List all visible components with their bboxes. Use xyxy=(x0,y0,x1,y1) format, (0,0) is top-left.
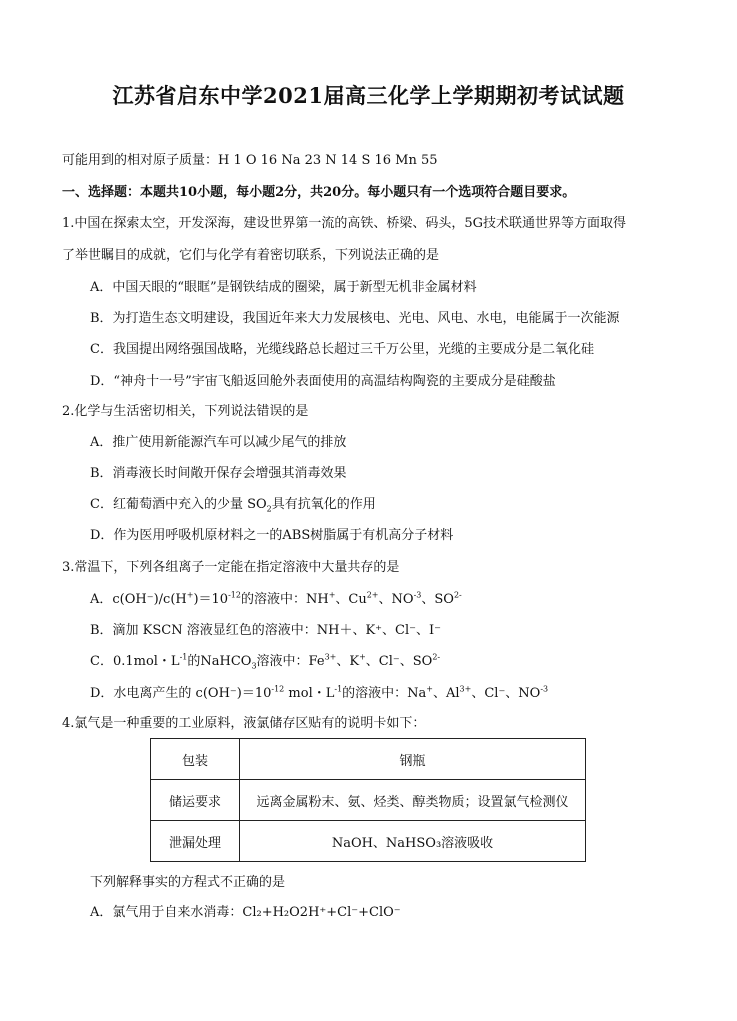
q2-option-c: C．红葡萄酒中充入的少量 $SO_2$具有抗氧化的作用 xyxy=(90,497,376,514)
q1-option-d: D．“神舟十一号”宇宙飞船返回舱外表面使用的高温结构陶瓷的主要成分是硅酸盐 xyxy=(90,374,556,389)
q4-option-a: A．氯气用于自来水消毒：Cl₂+H₂O2H⁺+Cl⁻+ClO⁻ xyxy=(90,905,401,920)
atomic-masses-line: 可能用到的相对原子质量：H 1 O 16 Na 23 N 14 S 16 Mn 55 xyxy=(62,153,438,168)
chlorine-info-card-table xyxy=(150,738,586,862)
section-heading: 一、选择题：本题共10小题，每小题2分，共20分。每小题只有一个选项符合题目要求。 xyxy=(62,185,576,200)
q1-option-a: A．中国天眼的“眼眶”是钢铁结成的圈梁，属于新型无机非金属材料 xyxy=(90,280,477,295)
table-value-cell: 远离金属粉末、氨、烃类、醇类物质；设置氯气检测仪 xyxy=(240,780,586,821)
table-row xyxy=(151,739,586,780)
table-key-cell: 包装 xyxy=(151,739,240,780)
table-value-cell: NaOH、NaHSO₃溶液吸收 xyxy=(240,821,586,862)
q1-option-b: B．为打造生态文明建设，我国近年来大力发展核电、光电、风电、水电，电能属于一次能源 xyxy=(90,311,620,326)
q2-stem: 2.化学与生活密切相关，下列说法错误的是 xyxy=(62,404,309,419)
q2-option-b: B．消毒液长时间敞开保存会增强其消毒效果 xyxy=(90,466,347,481)
q3-option-b: B．滴加 KSCN 溶液显红色的溶液中：NH＋、K⁺、Cl⁻、I⁻ xyxy=(90,623,442,638)
q3-stem: 3.常温下，下列各组离子一定能在指定溶液中大量共存的是 xyxy=(62,560,400,575)
table-value-cell: 钢瓶 xyxy=(240,739,586,780)
q1-stem-line1: 1.中国在探索太空，开发深海，建设世界第一流的高铁、桥梁、码头，5G技术联通世界等方面取得 xyxy=(62,216,627,231)
table-key-cell: 泄漏处理 xyxy=(151,821,240,862)
exam-title: 江苏省启东中学2021届高三化学上学期期初考试试题 xyxy=(112,83,625,108)
table-key-cell: 储运要求 xyxy=(151,780,240,821)
q2-option-a: A．推广使用新能源汽车可以减少尾气的排放 xyxy=(90,435,347,450)
q3-option-d: D．水电离产生的 $c(OH^-)=10^{-12}$ mol・$L^{-1}$的溶液中：Na+、$Al^{3+}$、Cl⁻、$NO^{-3}$ xyxy=(90,684,549,701)
table-row xyxy=(151,821,586,862)
q4-stem: 4.氯气是一种重要的工业原料，液氯储存区贴有的说明卡如下： xyxy=(62,716,426,731)
q2-option-d: D．作为医用呼吸机原材料之一的ABS树脂属于有机高分子材料 xyxy=(90,528,454,543)
table-row xyxy=(151,780,586,821)
q4-prompt: 下列解释事实的方程式不正确的是 xyxy=(90,875,286,890)
q1-stem-line2: 了举世瞩目的成就，它们与化学有着密切联系，下列说法正确的是 xyxy=(62,248,440,263)
q3-option-c: C．0.1mol・$L^{-1}$的NaHCO$_3$溶液中：$Fe^{3+}$、K+、Cl⁻、$SO^{2-}$ xyxy=(90,652,441,671)
q3-option-a: A．$c(OH^-)/c(H^+)=10^{-12}$的溶液中：NH+、$Cu^{2+}$、$NO^{-3}$、$SO^{2-}$ xyxy=(90,590,462,607)
q1-option-c: C．我国提出网络强国战略，光缆线路总长超过三千万公里，光缆的主要成分是二氧化硅 xyxy=(90,342,594,357)
